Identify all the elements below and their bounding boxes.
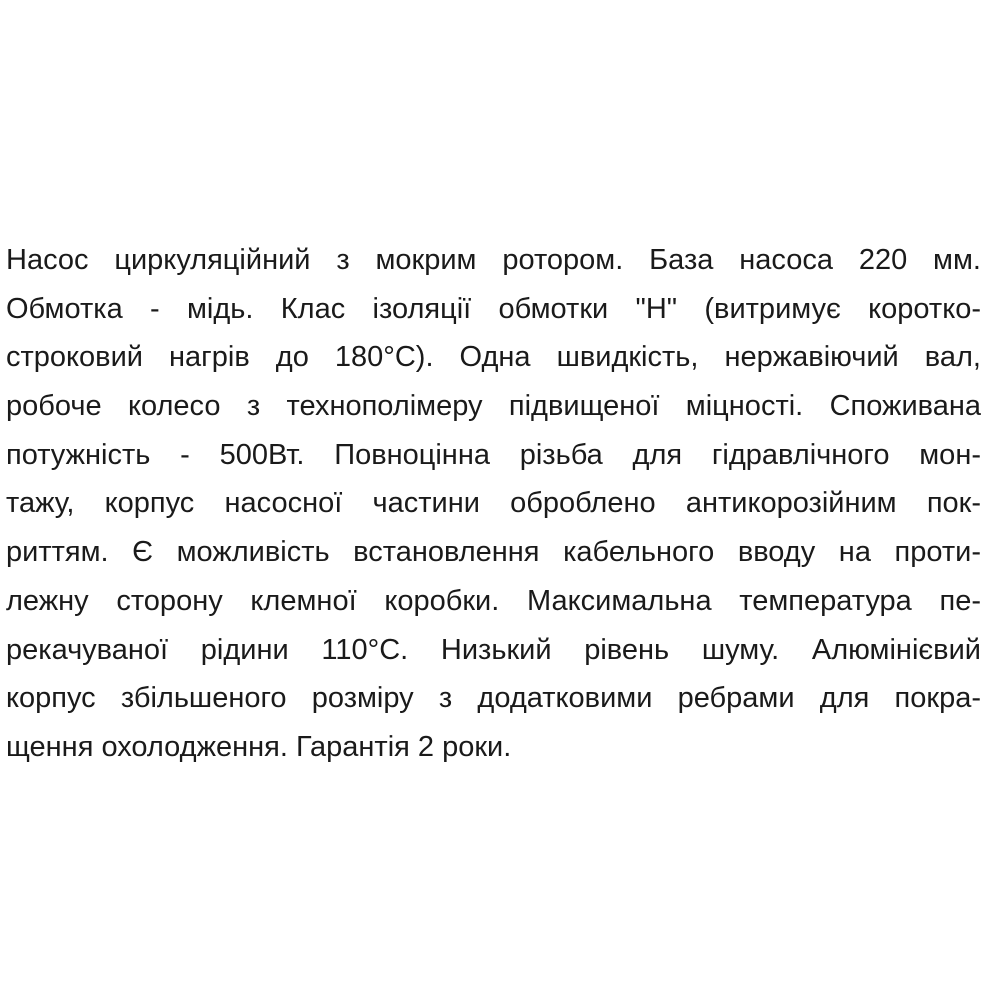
description-line: щення охолодження. Гарантія 2 роки. — [6, 730, 512, 763]
description-line: строковий нагрів до 180°C). Одна швидкість, нержавіючий вал, — [6, 341, 981, 374]
description-line: Обмотка - мідь. Клас ізоляції обмотки "H" (витримує коротко- — [6, 292, 981, 325]
description-line: лежну сторону клемної коробки. Максимальна температура пе- — [6, 584, 981, 617]
description-line: Насос циркуляційний з мокрим ротором. База насоса 220 мм. — [6, 244, 981, 276]
description-line: тажу, корпус насосної частини оброблено антикорозійним пок- — [6, 487, 981, 520]
description-line: робоче колесо з технополімеру підвищеної міцності. Споживана — [6, 390, 981, 423]
description-line: риттям. Є можливість встановлення кабельного вводу на проти- — [6, 536, 981, 569]
description-line: корпус збільшеного розміру з додатковими ребрами для покра- — [6, 682, 981, 715]
description-line: рекачуваної рідини 110°C. Низький рівень шуму. Алюмінієвий — [6, 633, 981, 666]
description-line: потужність - 500Вт. Повноцінна різьба для гідравлічного мон- — [6, 438, 981, 471]
product-description — [6, 236, 981, 772]
